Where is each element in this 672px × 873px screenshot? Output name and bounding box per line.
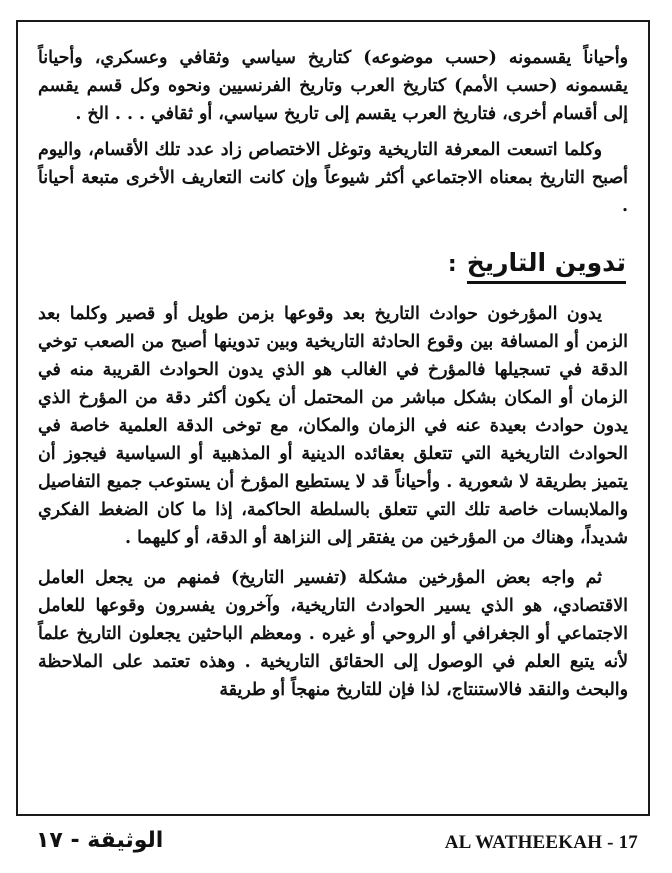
article-body	[38, 44, 628, 704]
intro-paragraph-1: وأحياناً يقسمونه (حسب موضوعه) كتاريخ سياسي وثقافي وعسكري، وأحياناً يقسمونه (حسب الأمم) كتاريخ العرب وتاريخ الفرنسيين ونحوه وكل قسم يقسم إلى أقسام أخرى، فتاريخ العرب يقسم إلى تاريخ سياسي، أو ثقافي . . . الخ .	[38, 48, 628, 124]
intro-paragraph-2: وكلما اتسعت المعرفة التاريخية وتوغل الاختصاص زاد عدد تلك الأقسام، واليوم أصبح التاريخ بمعناه الاجتماعي أكثر شيوعاً وإن كانت التعاريف الأخرى متبعة أحياناً .	[38, 140, 628, 216]
footer-english-page-label: AL WATHEEKAH - 17	[444, 832, 638, 853]
section-heading-title: تدوين التاريخ	[467, 246, 626, 284]
section-heading-colon: :	[447, 252, 457, 277]
page-frame	[16, 20, 650, 816]
section-paragraph-1: يدون المؤرخون حوادث التاريخ بعد وقوعها بزمن طويل أو قصير وكلما بعد الزمن أو المسافة بين وقوع الحادثة التاريخية وبين تدوينها أصبح من الصعب توخي الدقة في تسجيلها فالمؤرخ في الغالب هو الذي يدون الحوادث القريبة منه في الزمان أو المكان بشكل مباشر من المحتمل أن يكون أكثر دقة من المؤرخ الذي يدون حوادث بعيدة عنه في الزمان والمكان، مع توخى الدقة العلمية خاصة في الحوادث التاريخية التي تتعلق بعقائده الدينية أو المذهبية أو السياسية فيجوز أن يتميز بطريقة لا شعورية . وأحياناً قد لا يستطيع المؤرخ أن يستوعب جميع التفاصيل والملابسات خاصة تلك التي تتعلق بالسلطة الحاكمة، إذا ما كان الضغط الفكري شديداً، وهناك من المؤرخين من يفتقر إلى النزاهة أو الدقة، أو كليهما .	[38, 304, 628, 548]
page-footer	[16, 826, 650, 862]
footer-arabic-page-label: الوثيقة - ١٧	[36, 828, 164, 853]
section-heading	[38, 246, 628, 284]
section-paragraph-2: ثم واجه بعض المؤرخين مشكلة (تفسير التاريخ) فمنهم من يجعل العامل الاقتصادي، هو الذي يسير الحوادث التاريخية، وآخرون يفسرون وقوعها للعامل الاجتماعي أو الجغرافي أو الروحي أو غيره . ومعظم الباحثين يجعلون التاريخ علماً لأنه يتبع العلم في الوصول إلى الحقائق التاريخية . وهذه تعتمد على الملاحظة والبحث والنقد فالاستنتاج، لذا فإن للتاريخ منهجاً أو طريقة	[38, 568, 628, 700]
